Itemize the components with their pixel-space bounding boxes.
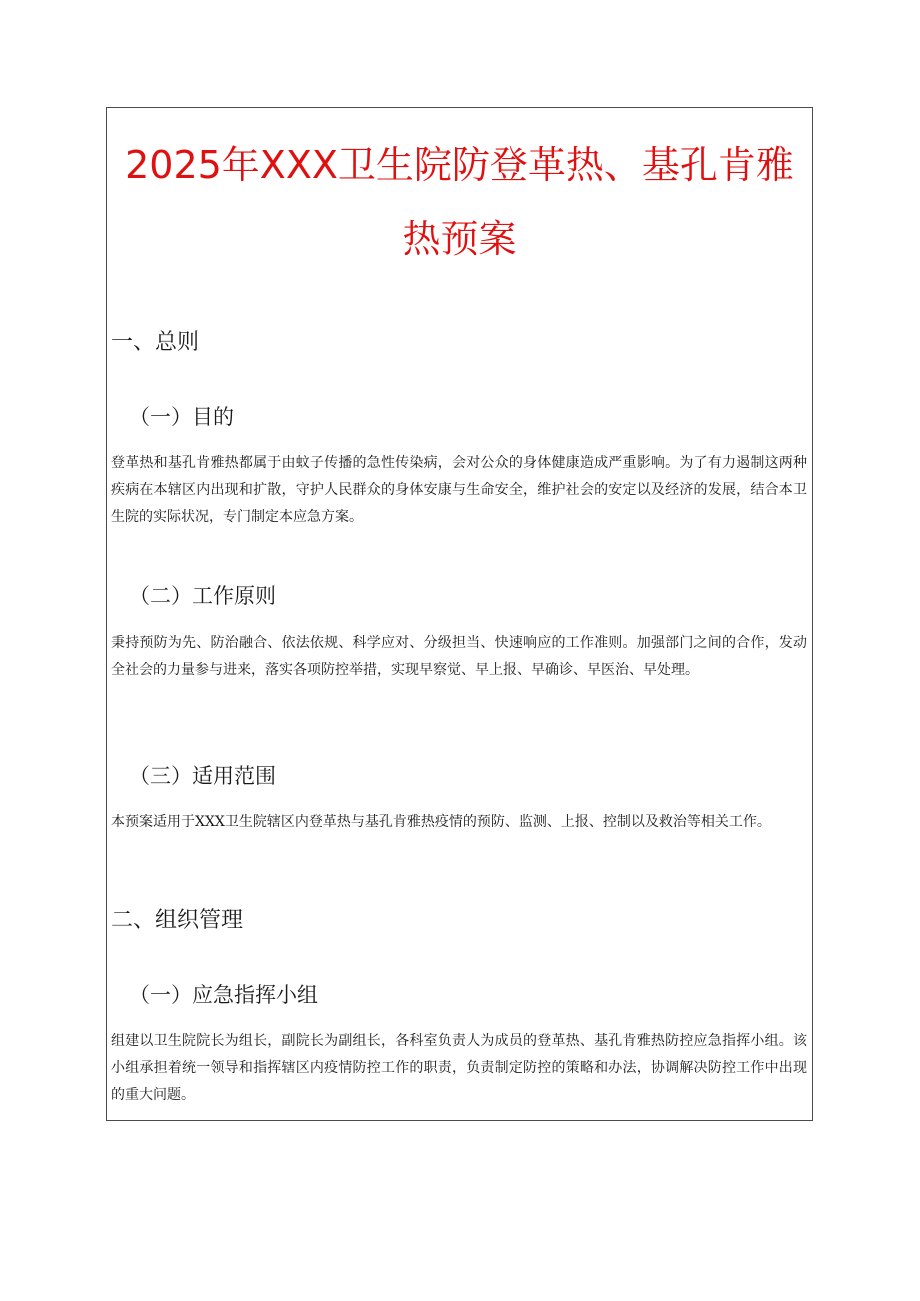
subsection-heading-principles: （二）工作原则 <box>129 584 276 608</box>
document-frame <box>106 107 813 1121</box>
document-title-line-2: 热预案 <box>402 217 517 261</box>
paragraph-purpose: 登革热和基孔肯雅热都属于由蚊子传播的急性传染病，会对公众的身体健康造成严重影响。为了有力遏制这两种疾病在本辖区内出现和扩散，守护人民群众的身体安康与生命安全，维护社会的安定以及经济的发展，结合本卫生院的实际状况，专门制定本应急方案。 <box>111 455 807 525</box>
document-title-line-1: 2025年XXX卫生院防登革热、基孔肯雅 <box>125 143 794 187</box>
paragraph-scope: 本预案适用于XXX卫生院辖区内登革热与基孔肯雅热疫情的预防、监测、上报、控制以及救治等相关工作。 <box>111 814 771 830</box>
subsection-heading-purpose: （一）目的 <box>129 405 234 429</box>
subsection-heading-scope: （三）适用范围 <box>129 764 276 788</box>
paragraph-principles: 秉持预防为先、防治融合、依法依规、科学应对、分级担当、快速响应的工作准则。加强部门之间的合作，发动全社会的力量参与进来，落实各项防控举措，实现早察觉、早上报、早确诊、早医治、早处理。 <box>111 635 807 678</box>
section-heading-general: 一、总则 <box>111 330 200 355</box>
paragraph-command-group: 组建以卫生院院长为组长，副院长为副组长，各科室负责人为成员的登革热、基孔肯雅热防控应急指挥小组。该小组承担着统一领导和指挥辖区内疫情防控工作的职责，负责制定防控的策略和办法，协调解决防控工作中出现的重大问题。 <box>111 1033 807 1103</box>
subsection-heading-command-group: （一）应急指挥小组 <box>129 983 318 1007</box>
section-heading-organization: 二、组织管理 <box>111 908 244 933</box>
